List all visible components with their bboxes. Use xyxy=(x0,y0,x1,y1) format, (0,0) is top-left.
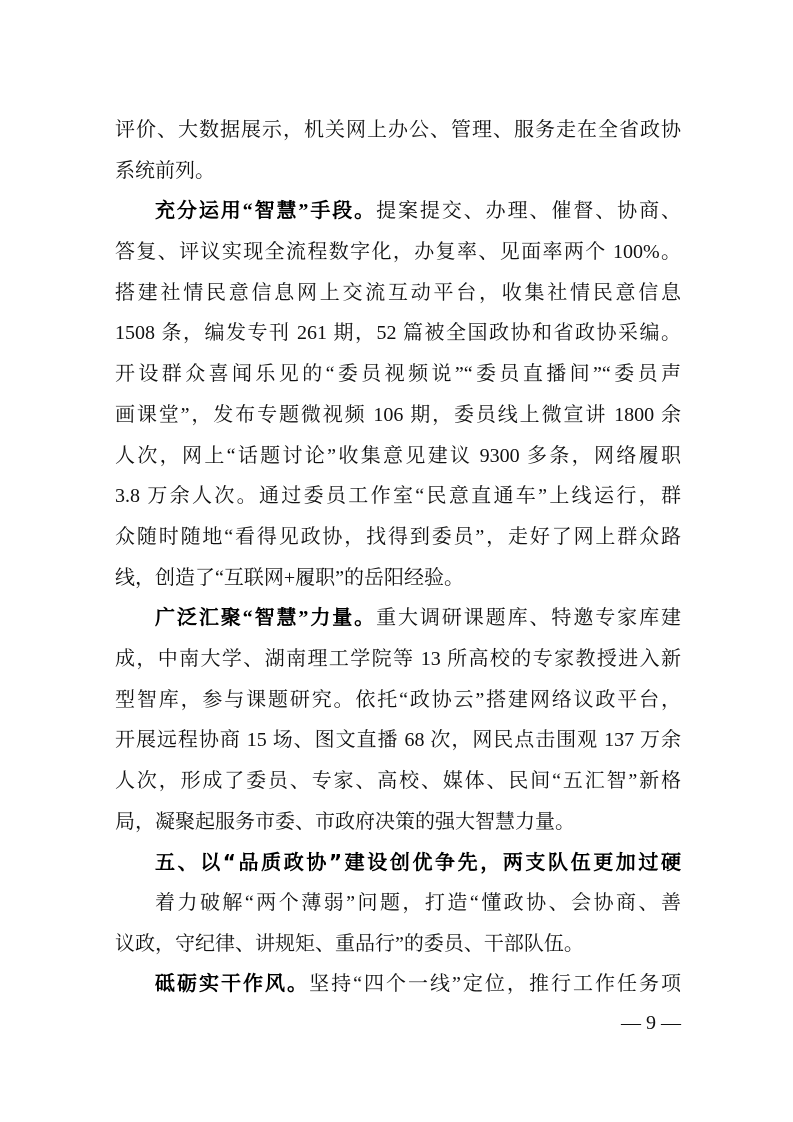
paragraph-lead: 广泛汇聚“智慧”力量。 xyxy=(155,607,377,630)
text-line: 众随时随地“看得见政协，找得到委员”，走好了网上群众路 xyxy=(115,525,681,548)
paragraph-first-line xyxy=(115,191,681,232)
paragraph-lead: 砥砺实干作风。 xyxy=(155,973,310,996)
text-line: 议政，守纪律、讲规矩、重品行”的委员、干部队伍。 xyxy=(115,932,584,955)
text-line: 局，凝聚起服务市委、市政府决策的强大智慧力量。 xyxy=(115,810,575,833)
paragraph-first-line xyxy=(115,964,681,1005)
text-line: 搭建社情民意信息网上交流互动平台，收集社情民意信息 xyxy=(115,281,681,304)
text-line: 评价、大数据展示，机关网上办公、管理、服务走在全省政协 xyxy=(115,119,681,141)
text-line: 3.8 万余人次。通过委员工作室“民意直通车”上线运行，群 xyxy=(115,485,681,508)
page-number: — 9 — xyxy=(621,1012,681,1034)
text-line: 系统前列。 xyxy=(115,159,215,182)
line-text: 坚持“四个一线”定位，推行工作任务项 xyxy=(309,973,681,996)
document-body xyxy=(115,110,681,1005)
text-line: 答复、评议实现全流程数字化，办复率、见面率两个 100%。 xyxy=(115,241,681,264)
paragraph-lead: 充分运用“智慧”手段。 xyxy=(155,200,377,223)
text-line: 画课堂”，发布专题微视频 106 期，委员线上微宣讲 1800 余 xyxy=(115,403,681,426)
line-text: 重大调研课题库、特邀专家库建 xyxy=(376,607,681,630)
paragraph-first-line xyxy=(115,598,681,639)
text-line: 线，创造了“互联网+履职”的岳阳经验。 xyxy=(115,566,465,589)
text-line: 着力破解“两个薄弱”问题，打造“懂政协、会协商、善 xyxy=(155,892,681,915)
text-line: 人次，形成了委员、专家、高校、媒体、民间“五汇智”新格 xyxy=(115,770,681,792)
text-line: 1508 条，编发专刊 261 期，52 篇被全国政协和省政协采编。 xyxy=(115,322,681,345)
text-line: 开设群众喜闻乐见的“委员视频说”“委员直播间”“委员声 xyxy=(115,363,681,386)
text-line: 开展远程协商 15 场、图文直播 68 次，网民点击围观 137 万余 xyxy=(115,729,681,752)
text-line: 型智库，参与课题研究。依托“政协云”搭建网络议政平台， xyxy=(115,688,681,711)
text-line: 成，中南大学、湖南理工学院等 13 所高校的专家教授进入新 xyxy=(115,647,681,670)
section-heading: 五、以“品质政协”建设创优争先，两支队伍更加过硬 xyxy=(155,850,681,875)
text-line: 人次，网上“话题讨论”收集意见建议 9300 多条，网络履职 xyxy=(115,444,681,467)
line-text: 提案提交、办理、催督、协商、 xyxy=(376,200,681,223)
